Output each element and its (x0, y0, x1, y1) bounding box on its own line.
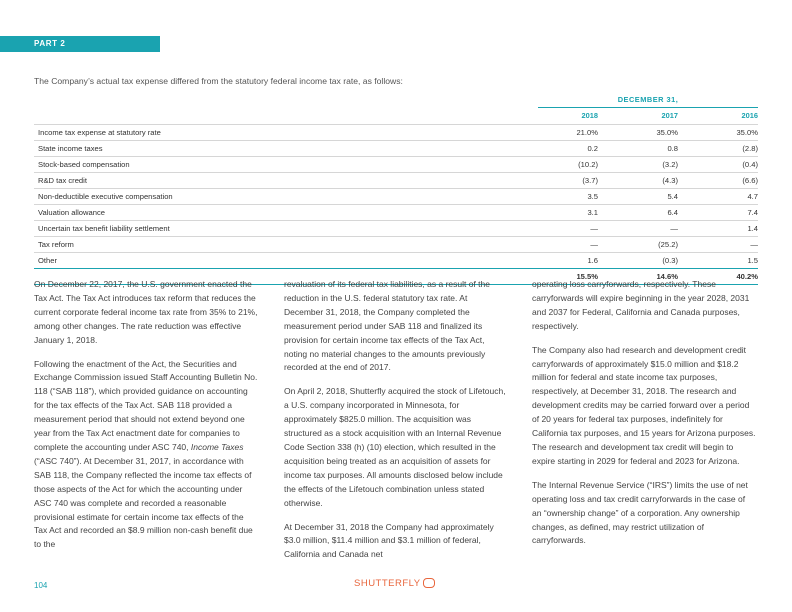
cell-2016: (2.8) (742, 144, 758, 153)
cell-2018: — (590, 240, 598, 249)
total-2017: 14.6% (656, 272, 678, 281)
table-row (34, 236, 758, 252)
cell-2018: 1.6 (587, 256, 598, 265)
logo-text: SHUTTERFLY (354, 578, 421, 589)
body-column-1 (34, 278, 258, 562)
cell-2017: (25.2) (658, 240, 678, 249)
paragraph: The Internal Revenue Service (“IRS”) limits the use of net operating loss and tax credit carryforwards in the case of an “ownership change” of a corporation. Any ownership changes, as defined, may restrict utilization of carryforwards. (532, 479, 748, 546)
table-row (34, 188, 758, 204)
cell-2018: 3.1 (587, 208, 598, 217)
table-row (34, 140, 758, 156)
paragraph: operating loss carryforwards, respectively. These carryforwards will expire beginning in the year 2028, 2031 and 2037 for Federal, California and Canada purposes, respectively. (532, 279, 750, 331)
table-group-header: DECEMBER 31, (617, 95, 679, 104)
year-2017-header: 2017 (661, 111, 678, 120)
cell-2018: (10.2) (578, 160, 598, 169)
paragraph-text: (“ASC 740”). At December 31, 2017, in accordance with SAB 118, the Company reflected the income tax effects of those aspects of the Act for which the accounting under ASC 740 was complete and recorded a reasonable provisional estimate for certain income tax effects of the Tax Act and recorded an $8.9 million non-cash benefit due to the (34, 455, 253, 550)
year-2016-header: 2016 (741, 111, 758, 120)
cell-2018: 0.2 (587, 144, 598, 153)
cell-2017: (0.3) (662, 256, 678, 265)
row-label: Uncertain tax benefit liability settlement (38, 224, 170, 233)
cell-2016: 7.4 (747, 208, 758, 217)
paragraph: The Company also had research and development credit carryforwards of approximately $15.0 million and $18.2 million for federal and state income tax purposes, respectively, at December 31, 2018. The research and development credits may be carried forward over a period of 20 years for federal tax purposes, indefinitely for California tax purposes, and 15 years for Arizona purposes. The research and development tax credit will begin to expire starting in 2029 for federal and 2023 for Arizona. (532, 344, 756, 466)
cell-2017: 6.4 (667, 208, 678, 217)
cell-2017: 5.4 (667, 192, 678, 201)
cell-2016: 35.0% (736, 128, 758, 137)
table-row (34, 220, 758, 236)
paragraph: At December 31, 2018 the Company had approximately $3.0 million, $11.4 million and $3.1 million of federal, California and Canada net (284, 521, 494, 560)
cell-2017: (4.3) (662, 176, 678, 185)
paragraph: revaluation of its federal tax liabilities, as a result of the reduction in the U.S. federal statutory tax rate. At December 31, 2018, the Company completed the measurement period under SAB 118 and finalized its provision for certain income tax effects of the Tax Act, noting no material changes to the amounts previously recorded at the end of 2017. (284, 279, 490, 373)
cell-2017: — (670, 224, 678, 233)
cell-2016: (6.6) (742, 176, 758, 185)
table-row (34, 204, 758, 220)
paragraph: On April 2, 2018, Shutterfly acquired the stock of Lifetouch, a U.S. company incorporated in Minnesota, for approximately $825.0 million. The acquisition was structured as a stock acquisition with an Internal Revenue Code Section 338 (h) (10) election, which resulted in the acquisition being treated as an acquisition of assets for income tax purposes. All amounts disclosed below include the effects of the Lifetouch combination unless stated otherwise. (284, 386, 506, 508)
total-2018: 15.5% (576, 272, 598, 281)
cell-2018: — (590, 224, 598, 233)
page-number: 104 (34, 581, 48, 590)
table-body (34, 124, 758, 285)
header-divider (538, 107, 758, 108)
logo-mark-icon (423, 578, 435, 588)
body-column-3 (532, 278, 756, 558)
cell-2018: 3.5 (587, 192, 598, 201)
row-label: Income tax expense at statutory rate (38, 128, 161, 137)
table-row (34, 172, 758, 188)
table-row (34, 124, 758, 140)
italic-term: Income Taxes (190, 441, 244, 452)
cell-2018: (3.7) (582, 176, 598, 185)
row-label: R&D tax credit (38, 176, 87, 185)
part-label: PART 2 (0, 36, 160, 52)
cell-2016: 1.4 (747, 224, 758, 233)
row-label: State income taxes (38, 144, 103, 153)
cell-2016: 4.7 (747, 192, 758, 201)
body-column-2 (284, 278, 508, 572)
cell-2016: — (750, 240, 758, 249)
year-2018-header: 2018 (581, 111, 598, 120)
table-row (34, 252, 758, 268)
row-label: Other (38, 256, 57, 265)
paragraph (34, 358, 258, 553)
cell-2016: (0.4) (742, 160, 758, 169)
intro-text: The Company’s actual tax expense differed from the statutory federal income tax rate, as follows: (34, 76, 403, 86)
paragraph-text: Following the enactment of the Act, the Securities and Exchange Commission issued Staff Accounting Bulletin No. 118 (“SAB 118”), which provided guidance on accounting for the tax effects of the Tax Act. SAB 118 provided a measurement period that should not extend beyond one year from the Tax Act enactment date for companies to complete the accounting under ASC 740, (34, 358, 258, 452)
cell-2018: 21.0% (576, 128, 598, 137)
cell-2017: 35.0% (656, 128, 678, 137)
row-label: Non-deductible executive compensation (38, 192, 173, 201)
paragraph: On December 22, 2017, the U.S. government enacted the Tax Act. The Tax Act introduces tax reform that reduces the current corporate federal income tax rate from 35% to 21%, among other changes. The rate reduction was effective January 1, 2018. (34, 279, 258, 345)
cell-2017: (3.2) (662, 160, 678, 169)
cell-2017: 0.8 (667, 144, 678, 153)
shutterfly-logo (354, 578, 435, 589)
year-header-row (34, 111, 758, 123)
total-2016: 40.2% (736, 272, 758, 281)
row-label: Valuation allowance (38, 208, 105, 217)
table-row (34, 156, 758, 172)
cell-2016: 1.5 (747, 256, 758, 265)
row-label: Tax reform (38, 240, 74, 249)
row-label: Stock-based compensation (38, 160, 130, 169)
